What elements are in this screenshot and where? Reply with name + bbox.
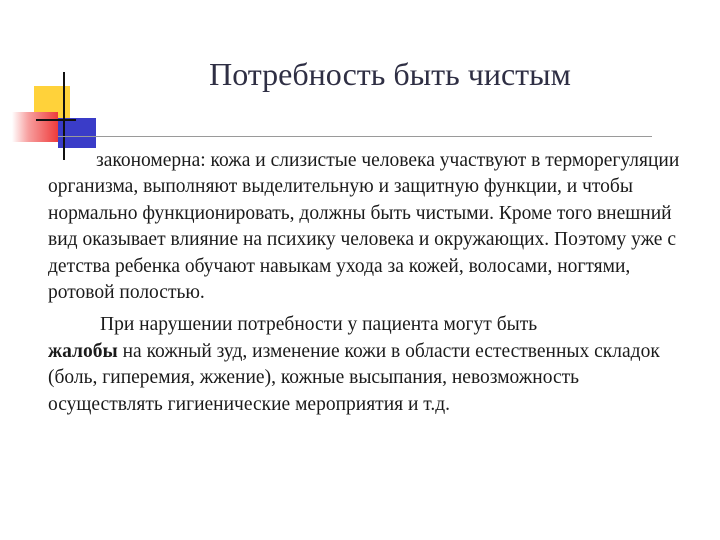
decor-red-gradient-bar — [12, 112, 58, 142]
paragraph-2-lead: При нарушении потребности у пациента могут быть — [100, 314, 538, 336]
body-paragraph-2 — [48, 312, 688, 418]
paragraph-2-rest: на кожный зуд, изменение кожи в области естественных складок (боль, гиперемия, жжение), кожные высыпания, невозможность осуществлять гигиенические мероприятия и т.д. — [48, 340, 660, 415]
slide-title: Потребность быть чистым — [209, 56, 571, 92]
decor-vertical-line — [63, 72, 65, 160]
body-paragraph-1: закономерна: кожа и слизистые человека участвуют в терморегуляции организма, выполняют выделительную и защитную функции, и чтобы нормально функционировать, должны быть чистыми. Кроме того внешний вид оказывает влияние на психику человека и окружающих. Поэтому уже с детства ребенка обучают навыкам ухода за кожей, волосами, ногтями, ротовой полостью. — [48, 150, 680, 304]
slide-body — [48, 148, 688, 418]
decor-horizontal-line — [36, 119, 76, 121]
title-underline-rule — [58, 136, 652, 137]
complaints-bold-word: жалобы — [48, 340, 118, 362]
